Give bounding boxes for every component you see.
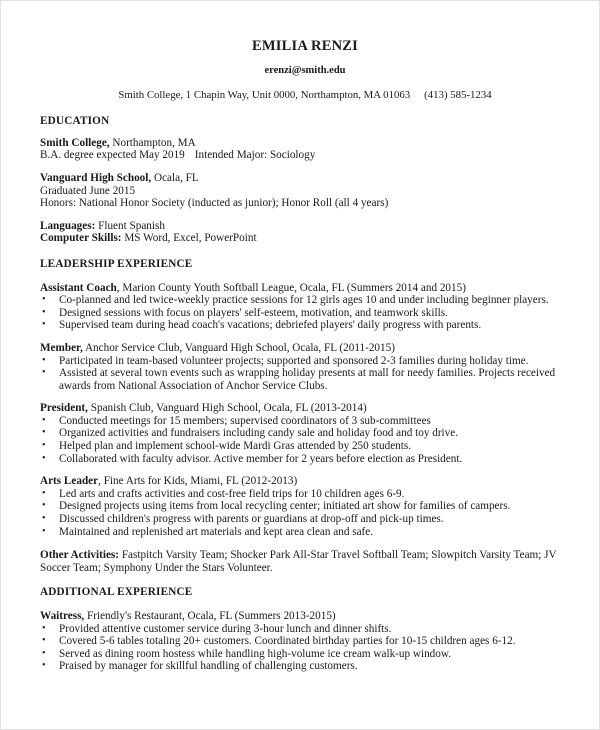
entry-bullets [40, 623, 570, 673]
high-school-name: Vanguard High School, [40, 171, 152, 184]
bullet-item: • Served as dining room hostess while handling high-volume ice cream walk-up window. [40, 648, 570, 661]
entry-details: , Marion County Youth Softball League, Ocala, FL (Summers 2014 and 2015) [116, 281, 466, 294]
computer-skills-value: MS Word, Excel, PowerPoint [121, 232, 257, 245]
bullet-item: • Assisted at several town events such as wrapping holiday presents at mall for needy families. Projects received awards from National Association of Anchor Service Clubs. [40, 367, 570, 392]
section-title-leadership: LEADERSHIP EXPERIENCE [40, 257, 193, 270]
entry-bullets [40, 415, 570, 465]
entry-bullets [40, 355, 570, 393]
languages-label: Languages: [40, 219, 96, 232]
college-major: Intended Major: Sociology [194, 149, 316, 162]
contact-email: erenzi@smith.edu [264, 65, 346, 76]
contact-phone: (413) 585-1234 [424, 88, 492, 101]
contact-address: Smith College, 1 Chapin Way, Unit 0000, Northampton, MA 01063 [118, 88, 411, 101]
entry-role: Assistant Coach [40, 281, 117, 294]
bullet-item: • Led arts and crafts activities and cost-free field trips for 10 children ages 6-9. [40, 488, 570, 501]
bullet-item: • Co-planned and led twice-weekly practice sessions for 12 girls ages 10 and under including beginner players. [40, 294, 570, 307]
additional-entry [40, 610, 570, 673]
bullet-item: • Participated in team-based volunteer projects; supported and sponsored 2-3 families during holiday time. [40, 355, 570, 368]
languages-value: Fluent Spanish [95, 219, 165, 232]
education-college [40, 137, 570, 162]
bullet-item: • Organized activities and fundraisers including candy sale and holiday food and toy drive. [40, 427, 570, 440]
contact-address-line [40, 89, 570, 102]
entry-role: Arts Leader [40, 475, 99, 488]
high-school-location: Ocala, FL [151, 171, 199, 184]
college-name: Smith College, [40, 136, 110, 149]
leadership-entry [40, 342, 570, 392]
other-activities-label: Other Activities: [40, 549, 120, 562]
computer-skills-label: Computer Skills: [40, 232, 122, 245]
education-high-school [40, 172, 570, 210]
bullet-item: • Maintained and replenished art materials and kept area clean and safe. [40, 526, 570, 539]
bullet-item: • Praised by manager for skillful handling of challenging customers. [40, 660, 570, 673]
high-school-graduated: Graduated June 2015 [40, 184, 136, 197]
bullet-item: • Helped plan and implement school-wide Mardi Gras attended by 250 students. [40, 440, 570, 453]
entry-details: Anchor Service Club, Vanguard High School, Ocala, FL (2011-2015) [82, 341, 395, 354]
entry-details: Spanish Club, Vanguard High School, Ocala, FL (2013-2014) [87, 402, 367, 415]
candidate-name: EMILIA RENZI [252, 38, 358, 54]
entry-bullets [40, 294, 570, 332]
college-degree: B.A. degree expected May 2019 [40, 149, 185, 162]
entry-details: , Fine Arts for Kids, Miami, FL (2012-2013) [98, 475, 298, 488]
bullet-item: • Designed sessions with focus on players' self-esteem, motivation, and teamwork skills. [40, 307, 570, 320]
entry-role: Waitress, [40, 610, 85, 622]
leadership-entry [40, 402, 570, 465]
entry-role: Member, [40, 341, 83, 354]
bullet-item: • Provided attentive customer service during 3-hour lunch and dinner shifts. [40, 623, 570, 636]
bullet-item: • Conducted meetings for 15 members; supervised coordinators of 3 sub-committees [40, 415, 570, 428]
other-activities [40, 549, 570, 574]
leadership-entry [40, 282, 570, 332]
other-activities-value: Fastpitch Varsity Team; Shocker Park All-Star Travel Softball Team; Slowpitch Varsity Team; JV Soccer Team; Symphony Under the Stars Volunteer. [40, 549, 557, 574]
bullet-item: • Designed projects using items from local recycling center; initiated art show for families of campers. [40, 500, 570, 513]
college-location: Northampton, MA [109, 136, 196, 149]
high-school-honors: Honors: National Honor Society (inducted as junior); Honor Roll (all 4 years) [40, 197, 389, 210]
bullet-item: • Covered 5-6 tables totaling 20+ customers. Coordinated birthday parties for 10-15 children ages 6-12. [40, 635, 570, 648]
entry-bullets [40, 488, 570, 538]
section-title-additional: ADDITIONAL EXPERIENCE [40, 586, 193, 599]
section-title-education: EDUCATION [40, 115, 110, 128]
entry-details: Friendly's Restaurant, Ocala, FL (Summers 2013-2015) [84, 610, 336, 622]
bullet-item: • Supervised team during head coach's vacations; debriefed players' daily progress with parents. [40, 319, 570, 332]
entry-role: President, [40, 402, 88, 415]
bullet-item: • Discussed children's progress with parents or guardians at drop-off and pick-up times. [40, 513, 570, 526]
education-skills [40, 220, 570, 245]
leadership-entry [40, 475, 570, 538]
bullet-item: • Collaborated with faculty advisor. Active member for 2 years before election as President. [40, 453, 570, 466]
resume-content [40, 37, 570, 673]
